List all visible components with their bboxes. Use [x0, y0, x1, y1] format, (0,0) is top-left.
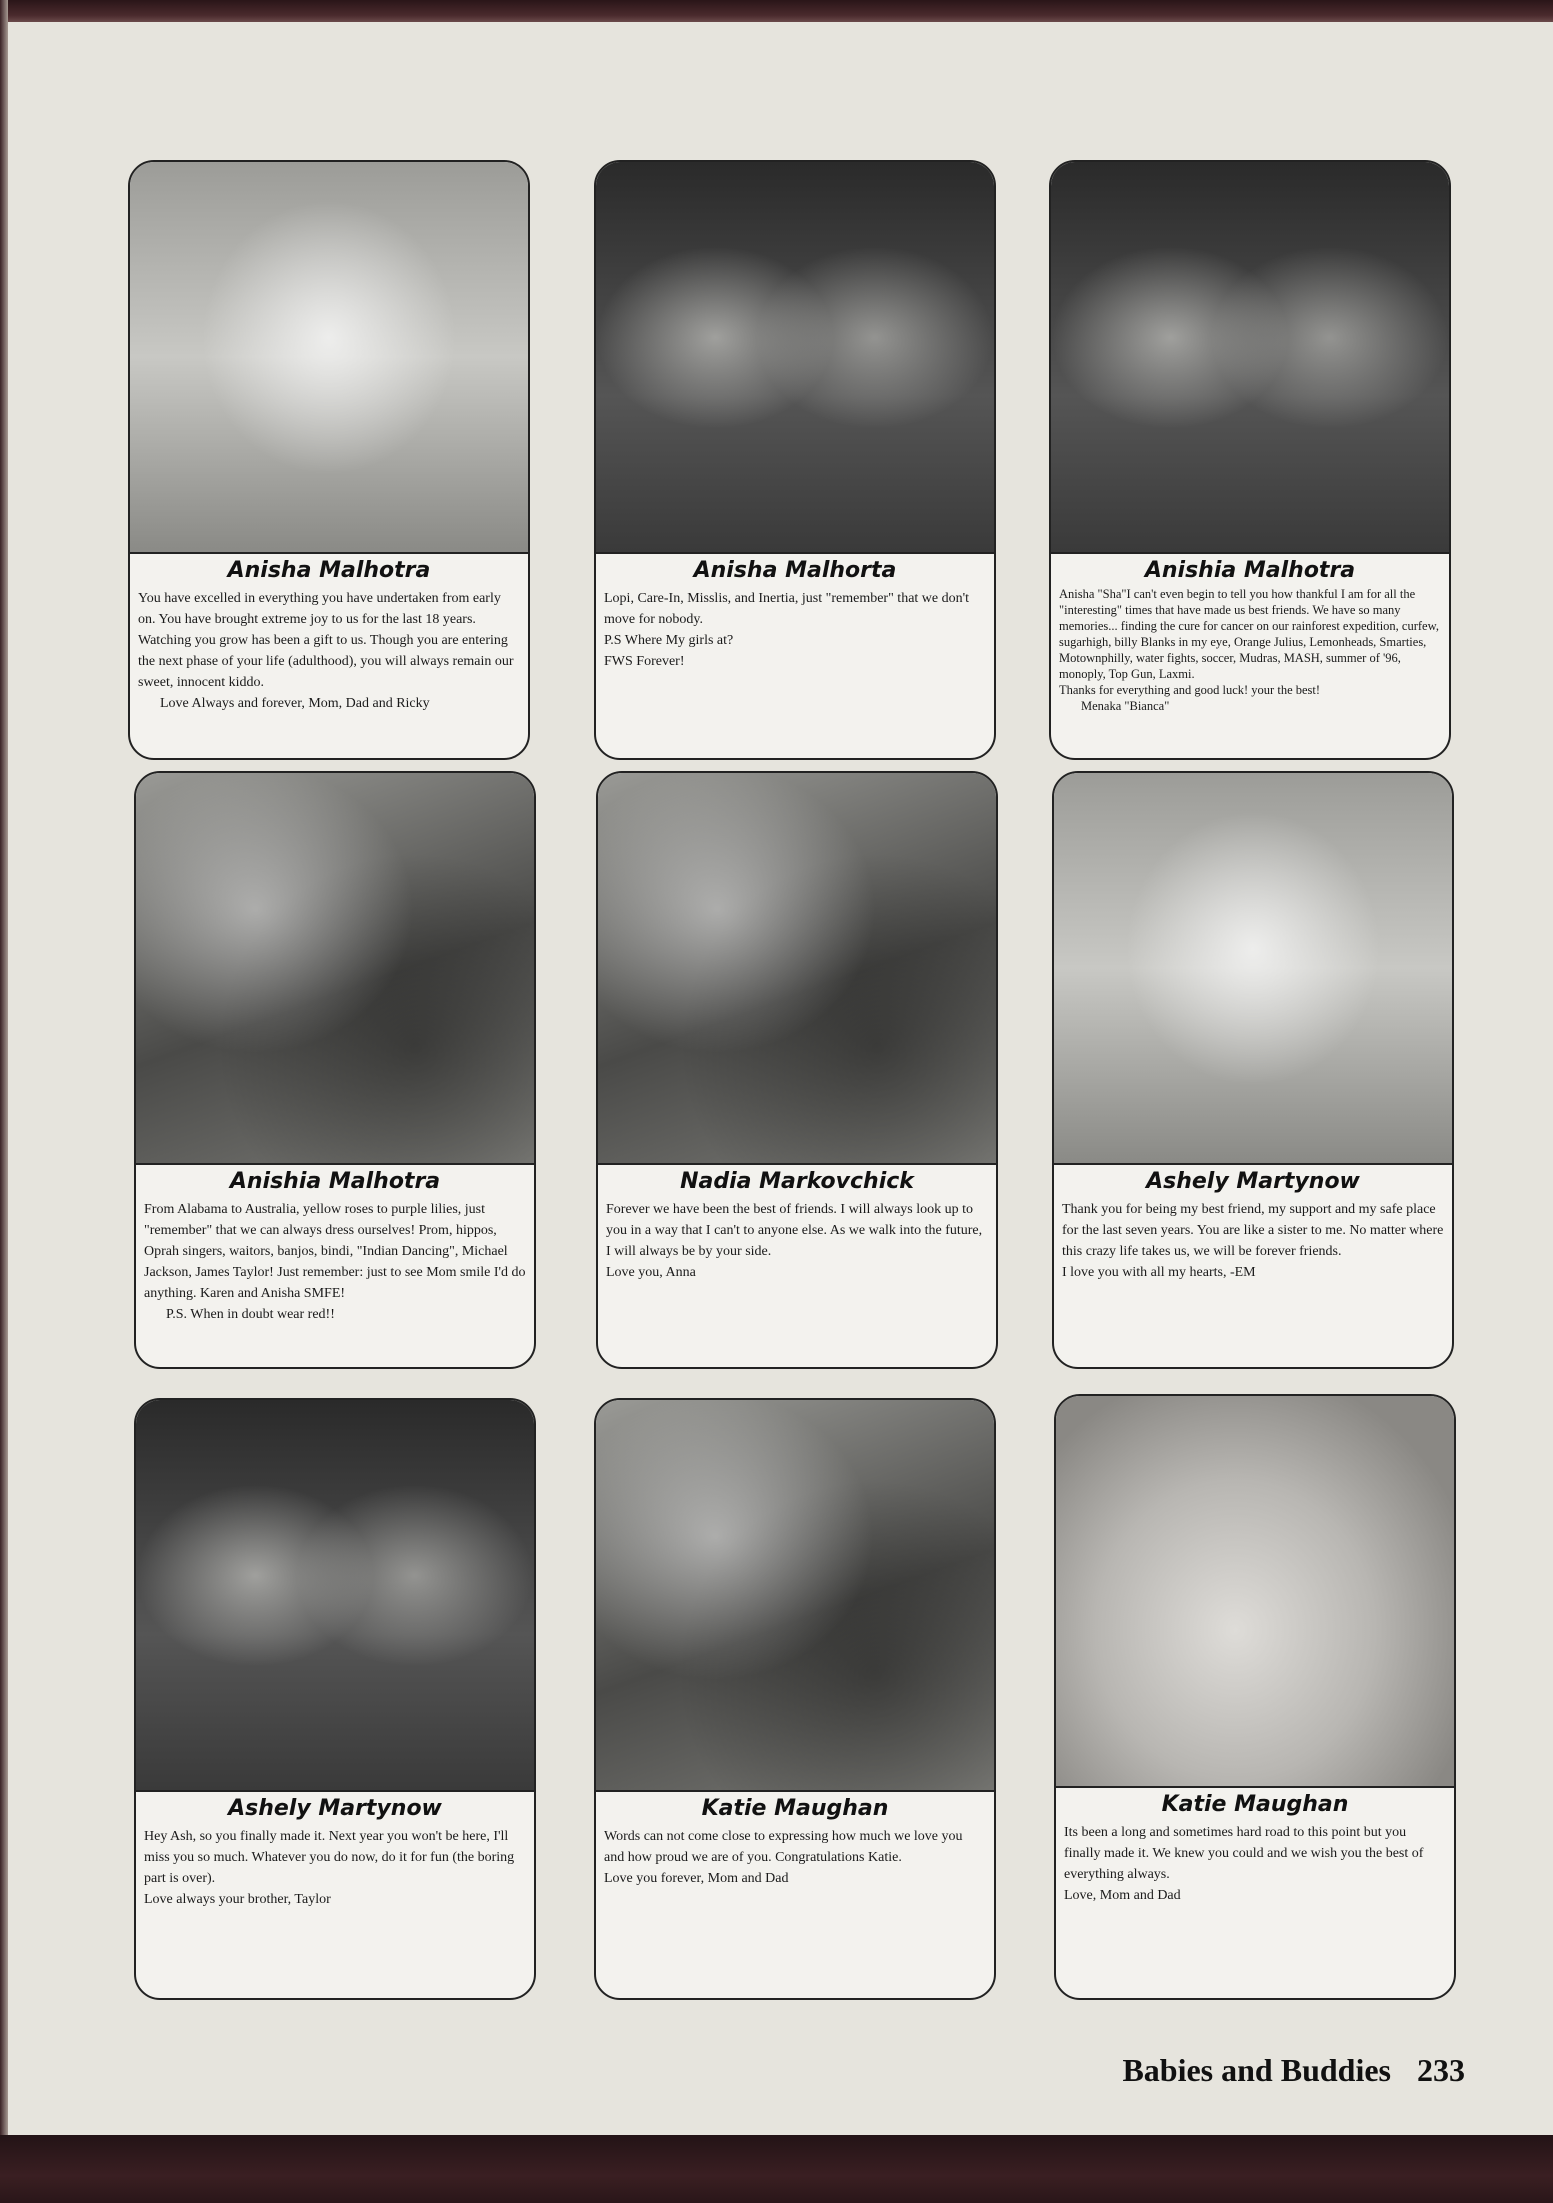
- entry-message: Thank you for being my best friend, my support and my safe place for the last seven years. You are like a sister to me. No matter where this crazy life takes us, we will be forever friends. I love you with all my hearts, -EM: [1062, 1202, 1444, 1280]
- section-title: Babies and Buddies: [1122, 2052, 1391, 2088]
- entry-message: Words can not come close to expressing how much we love you and how proud we are of you. Congratulations Katie. Love you forever, Mom and Dad: [604, 1829, 963, 1886]
- entry-card: [596, 771, 998, 1369]
- entry-message: From Alabama to Australia, yellow roses to purple lilies, just "remember" that we can always dress ourselves! Prom, hippos, Oprah singers, waitors, banjos, bindi, "Indian Dancing", Michael Jackson, James Taylor! Just remember: just to see Mom smile I'd do anything. Karen and Anisha SMFE! P.S. When in doubt wear red!!: [144, 1202, 526, 1322]
- entry-message: Its been a long and sometimes hard road to this point but you finally made it. We knew you could and we wish you the best of everything always. Love, Mom and Dad: [1064, 1825, 1424, 1903]
- entry-name: Ashely Martynow: [1146, 1169, 1360, 1194]
- entry-message: Hey Ash, so you finally made it. Next year you won't be here, I'll miss you so much. Whatever you do now, do it for fun (the boring part is over). Love always your brother, Taylor: [144, 1829, 515, 1907]
- entry-name: Katie Maughan: [1161, 1792, 1349, 1817]
- page-top-edge: [0, 0, 1553, 22]
- entry-name: Anisha Malhorta: [693, 558, 897, 583]
- entry-card: [594, 1398, 996, 2000]
- entry-message: Lopi, Care-In, Misslis, and Inertia, just "remember" that we don't move for nobody. P.S Where My girls at? FWS Forever!: [604, 591, 970, 669]
- entry-photo: [596, 1400, 994, 1792]
- entry-card: [594, 160, 996, 760]
- entry-name: Anisha Malhotra: [227, 558, 431, 583]
- page-number: 233: [1417, 2052, 1465, 2088]
- entry-photo: [598, 773, 996, 1165]
- page-bottom-edge: [0, 2135, 1553, 2203]
- entry-photo: [136, 1400, 534, 1792]
- entry-name: Katie Maughan: [701, 1796, 889, 1821]
- page-footer: [1122, 2052, 1465, 2089]
- entry-card: [1052, 771, 1454, 1369]
- entry-card: [134, 1398, 536, 2000]
- entry-card: [128, 160, 530, 760]
- entry-photo: [1056, 1396, 1454, 1788]
- entry-photo: [1051, 162, 1449, 554]
- entry-photo: [136, 773, 534, 1165]
- entry-card: [134, 771, 536, 1369]
- entry-card: [1054, 1394, 1456, 2000]
- entry-card: [1049, 160, 1451, 760]
- entry-name: Nadia Markovchick: [680, 1169, 914, 1194]
- entry-name: Anishia Malhotra: [1144, 558, 1356, 583]
- entry-photo: [596, 162, 994, 554]
- entry-name: Ashely Martynow: [228, 1796, 442, 1821]
- entry-photo: [130, 162, 528, 554]
- entry-photo: [1054, 773, 1452, 1165]
- entry-message: You have excelled in everything you have undertaken from early on. You have brought extreme joy to us for the last 18 years. Watching you grow has been a gift to us. Though you are entering the next phase of your life (adulthood), you will always remain our sweet, innocent kiddo. Love Always and forever, Mom, Dad and Ricky: [138, 591, 514, 711]
- page-binding-edge: [0, 0, 8, 2203]
- entry-message: Forever we have been the best of friends. I will always look up to you in a way that I can't to anyone else. As we walk into the future, I will always be by your side. Love you, Anna: [606, 1202, 983, 1280]
- entry-message: Anisha "Sha"I can't even begin to tell you how thankful I am for all the "interesting" times that have made us best friends. We have so many memories... finding the cure for cancer on our rainforest expedition, curfew, sugarhigh, billy Blanks in my eye, Orange Julius, Lemonheads, Smarties, Motownphilly, water fights, soccer, Mudras, MASH, summer of '96, monoply, Top Gun, Laxmi. Thanks for everything and good luck! your the best! Menaka "Bianca": [1059, 587, 1439, 713]
- entry-name: Anishia Malhotra: [229, 1169, 441, 1194]
